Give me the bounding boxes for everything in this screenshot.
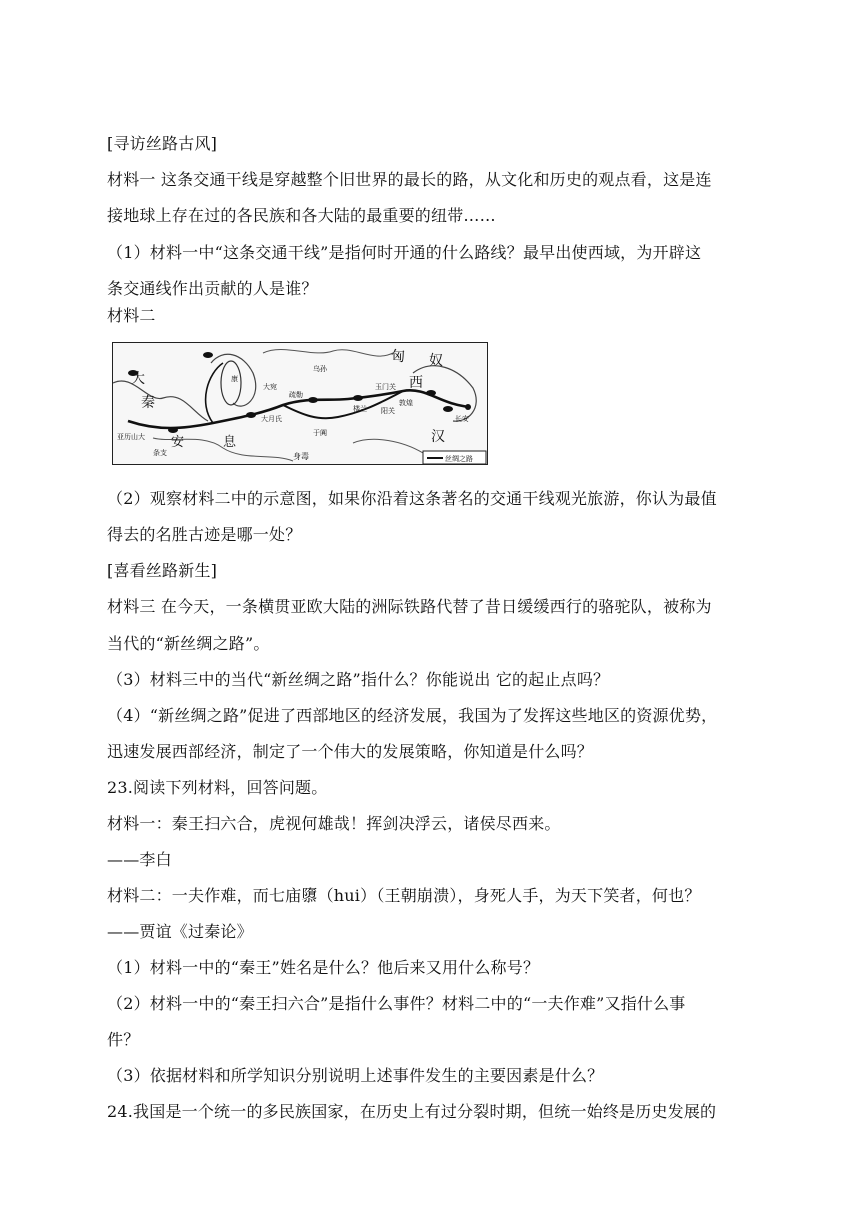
section-heading-silk-road-new: [喜看丝路新生] — [107, 561, 218, 580]
question-24-text: 24.我国是一个统一的多民族国家，在历史上有过分裂时期，但统一始终是历史发展的 — [107, 1102, 717, 1121]
map-label-dawan: 大宛 — [263, 383, 277, 391]
map-label-da: 大 — [131, 371, 145, 387]
map-label-alexandria: 亚历山大 — [117, 433, 145, 441]
map-label-an: 安 — [171, 435, 185, 450]
map-label-shendu: 身毒 — [293, 452, 309, 461]
map-label-yumenguan: 玉门关 — [375, 383, 396, 391]
map-label-changan: 长安 — [455, 415, 469, 423]
map-label-han: 汉 — [431, 429, 445, 445]
map-label-tiaozhi: 条支 — [153, 449, 167, 457]
question-3: （3）材料三中的当代“新丝绸之路”指什么？你能说出 它的起止点吗？ — [107, 670, 610, 689]
question-4-cont: 迅速发展西部经济，制定了一个伟大的发展策略，你知道是什么吗？ — [107, 742, 594, 761]
map-label-loulan: 楼兰 — [353, 405, 367, 413]
q23-material-two: 材料二：一夫作难，而七庙隳（hui）（王朝崩溃），身死人手，为天下笑者，何也？ — [107, 886, 701, 905]
map-label-yutian: 于阗 — [313, 429, 327, 437]
question-2-cont: 得去的名胜古迹是哪一处？ — [107, 525, 302, 544]
material-three-text: 材料三 在今天，一条横贯亚欧大陆的洲际铁路代替了昔日缓缓西行的骆驼队，被称为 — [107, 597, 712, 616]
map-label-dayuezhi: 大月氏 — [261, 415, 282, 423]
question-2: （2）观察材料二中的示意图，如果你沿着这条著名的交通干线观光旅游，你认为最值 — [107, 489, 717, 508]
map-label-xi: 西 — [409, 375, 423, 391]
silk-road-map-svg — [113, 343, 487, 464]
q23-material-one: 材料一：秦王扫六合，虎视何雄哉！挥剑决浮云，诸侯尽西来。 — [107, 814, 561, 833]
question-23-title: 23.阅读下列材料，回答问题。 — [107, 778, 328, 797]
material-one-text: 材料一 这条交通干线是穿越整个旧世界的最长的路，从文化和历史的观点看，这是连 — [107, 170, 712, 189]
question-4: （4）“新丝绸之路”促进了西部地区的经济发展，我国为了发挥这些地区的资源优势， — [107, 706, 718, 725]
silk-road-map — [112, 342, 488, 465]
q23-question-2: （2）材料一中的“秦王扫六合”是指什么事件？材料二中的“一夫作难”又指什么事 — [107, 994, 686, 1013]
map-label-xiongnu-b: 奴 — [429, 353, 443, 369]
material-two-label: 材料二 — [107, 306, 156, 325]
q23-material-one-author: ——李白 — [107, 850, 172, 869]
map-label-dunhuang: 敦煌 — [399, 399, 413, 407]
material-one-text-cont: 接地球上存在过的各民族和各大陆的最重要的纽带…… — [107, 206, 496, 225]
question-1: （1）材料一中“这条交通干线”是指何时开通的什么路线？最早出使西域，为开辟这 — [107, 243, 702, 262]
map-label-qin: 秦 — [141, 395, 155, 411]
section-heading-silk-road-ancient: [寻访丝路古风] — [107, 134, 218, 153]
question-1-cont: 条交通线作出贡献的人是谁？ — [107, 279, 318, 298]
map-label-xi-region: 息 — [223, 435, 237, 450]
map-label-xiongnu-a: 匈 — [391, 349, 405, 365]
material-three-text-cont: 当代的“新丝绸之路”。 — [107, 634, 270, 653]
q23-material-two-author: ——贾谊《过秦论》 — [107, 922, 253, 941]
q23-question-1: （1）材料一中的“秦王”姓名是什么？他后来又用什么称号？ — [107, 958, 540, 977]
q23-question-2-cont: 件？ — [107, 1030, 140, 1049]
map-label-yangguan: 阳关 — [381, 407, 395, 415]
map-legend-label: 丝绸之路 — [445, 455, 473, 463]
q23-question-3: （3）依据材料和所学知识分别说明上述事件发生的主要因素是什么？ — [107, 1066, 604, 1085]
map-label-kangju: 康 — [231, 375, 238, 383]
map-label-shule: 疏勒 — [289, 391, 303, 399]
map-label-wusun: 乌孙 — [313, 365, 327, 373]
